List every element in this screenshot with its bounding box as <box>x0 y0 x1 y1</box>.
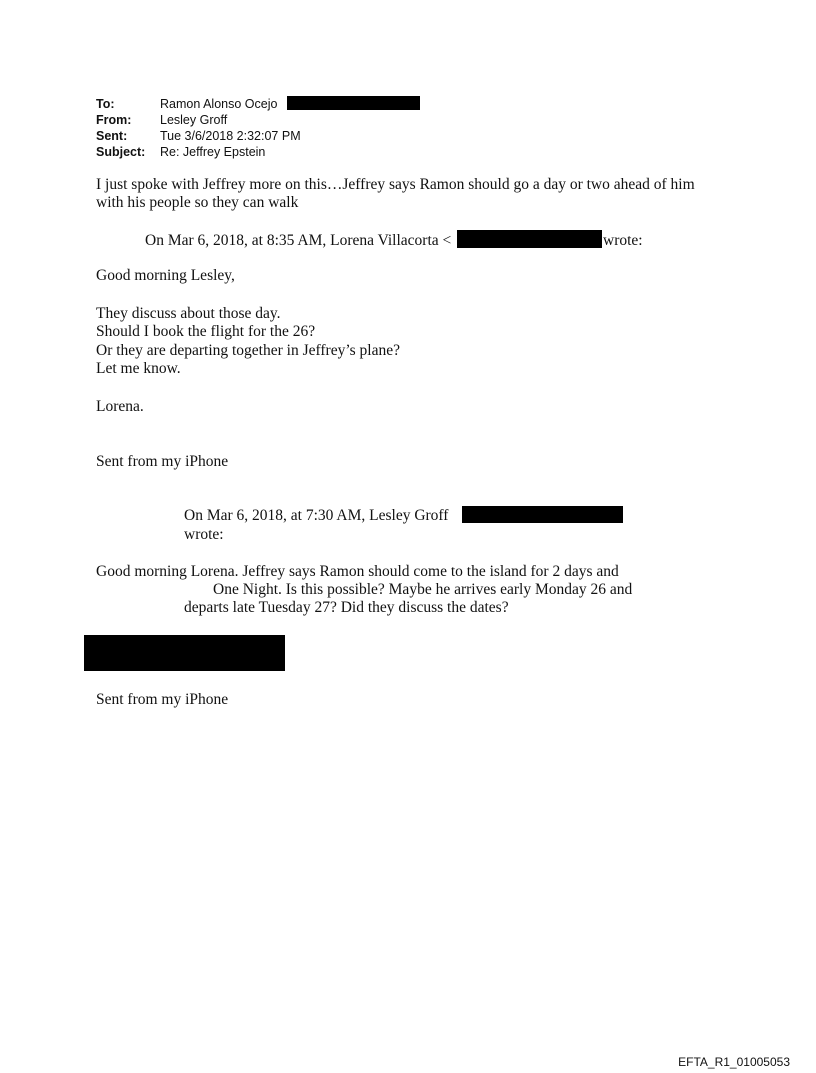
redaction-lesley-email <box>462 506 623 523</box>
msg1-line-2: Should I book the flight for the 26? <box>96 323 316 340</box>
from-value: Lesley Groff <box>160 113 228 127</box>
from-label: From: <box>96 113 132 127</box>
quote2-wrote: wrote: <box>184 526 224 543</box>
redaction-to-address <box>287 96 420 110</box>
redaction-signature <box>84 635 285 671</box>
redaction-lorena-email <box>457 230 602 248</box>
subject-label: Subject: <box>96 145 146 159</box>
to-label: To: <box>96 97 115 111</box>
sent-value: Tue 3/6/2018 2:32:07 PM <box>160 129 301 143</box>
sent-from-2: Sent from my iPhone <box>96 691 229 708</box>
msg2-line-2: One Night. Is this possible? Maybe he arrives early Monday 26 and <box>213 581 633 598</box>
quote2-intro: On Mar 6, 2018, at 7:30 AM, Lesley Groff <box>184 507 449 524</box>
sent-label: Sent: <box>96 129 128 143</box>
msg1-line-1: They discuss about those day. <box>96 305 281 322</box>
quote1-intro: On Mar 6, 2018, at 8:35 AM, Lorena Villacorta < <box>145 232 452 249</box>
msg2-line-1: Good morning Lorena. Jeffrey says Ramon should come to the island for 2 days and <box>96 563 619 580</box>
signoff-1: Lorena. <box>96 398 144 415</box>
quote1-wrote: wrote: <box>603 232 643 249</box>
subject-value: Re: Jeffrey Epstein <box>160 145 266 159</box>
msg2-line-3: departs late Tuesday 27? Did they discuss the dates? <box>184 599 509 616</box>
document-id: EFTA_R1_01005053 <box>678 1055 790 1069</box>
reply-line-1: I just spoke with Jeffrey more on this…Jeffrey says Ramon should go a day or two ahead of him <box>96 176 695 193</box>
greeting-1: Good morning Lesley, <box>96 267 235 284</box>
sent-from-1: Sent from my iPhone <box>96 453 229 470</box>
reply-line-2: with his people so they can walk <box>96 194 299 211</box>
msg1-line-4: Let me know. <box>96 360 181 377</box>
to-value: Ramon Alonso Ocejo <box>160 97 278 111</box>
msg1-line-3: Or they are departing together in Jeffrey’s plane? <box>96 342 400 359</box>
